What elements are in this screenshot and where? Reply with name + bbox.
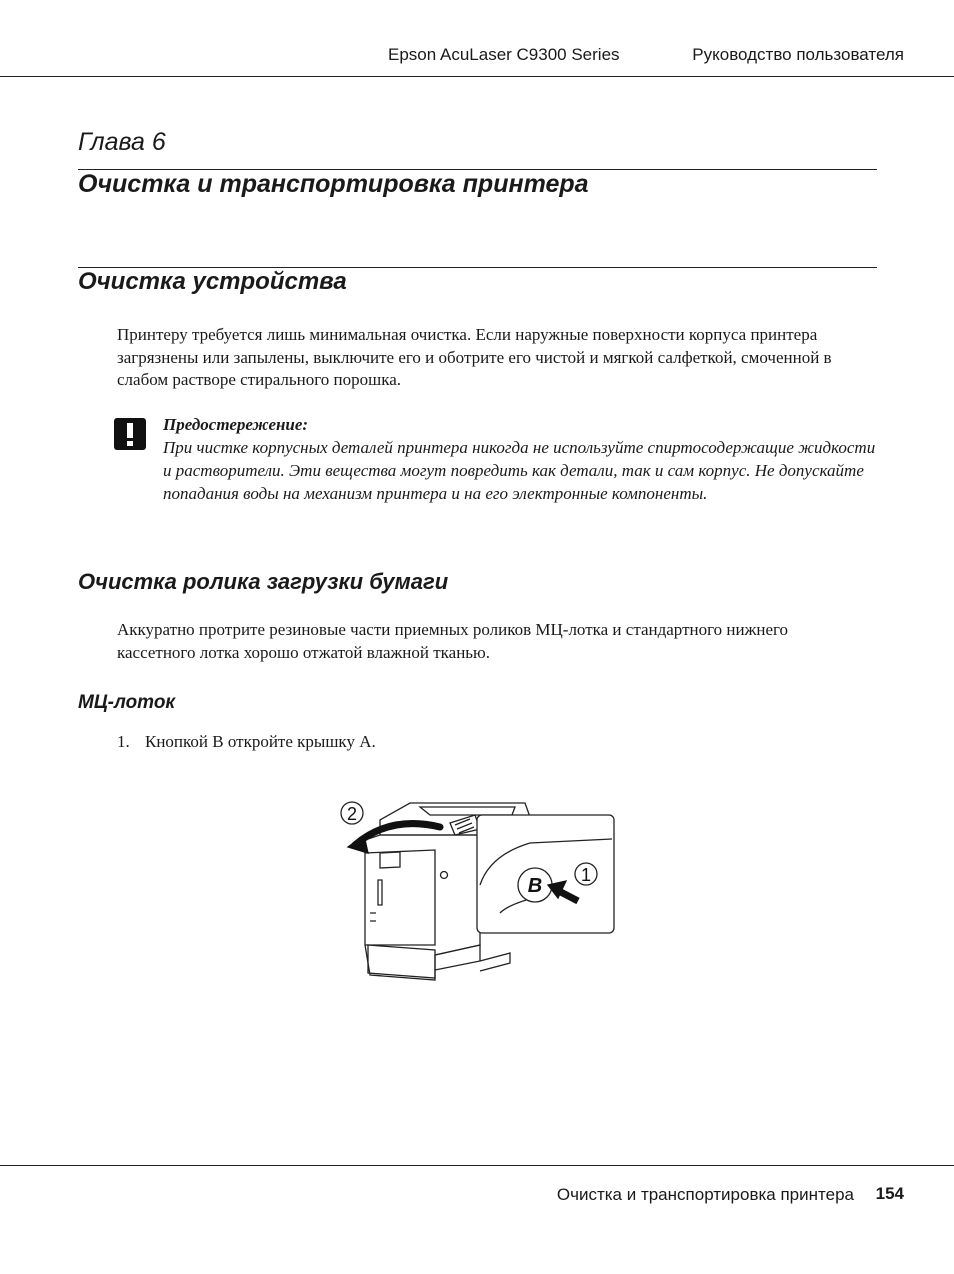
roller-paragraph: Аккуратно протрите резиновые части приемных роликов МЦ-лотка и стандартного нижнего кассетного лотка хорошо отжатой влажной тканью. xyxy=(117,620,789,662)
header-rule xyxy=(0,76,954,77)
step-text: Кнопкой B откройте крышку A. xyxy=(145,732,376,751)
chapter-label: Глава 6 xyxy=(78,128,166,156)
page-number: 154 xyxy=(875,1184,904,1203)
intro-paragraph: Принтеру требуется лишь минимальная очистка. Если наружные поверхности корпуса принтера загрязнены или запылены, выключите его и оботрите его чистой и мягкой салфеткой, смоченной в слабом растворе стирального порошка. xyxy=(117,325,832,389)
footer-rule xyxy=(0,1165,954,1166)
callout-2-label: 2 xyxy=(346,804,358,824)
caution-title: Предостережение: xyxy=(163,415,309,434)
footer-section: Очистка и транспортировка принтера xyxy=(556,1185,854,1204)
subsection-title: Очистка ролика загрузки бумаги xyxy=(78,569,449,594)
step-number: 1. xyxy=(117,732,130,751)
step-item xyxy=(117,732,376,752)
button-b-label: B xyxy=(527,875,543,897)
mp-tray-title: МЦ-лоток xyxy=(78,692,176,713)
caution-block xyxy=(163,413,883,505)
header-product-name: Epson AcuLaser C9300 Series xyxy=(388,45,620,64)
printer-illustration xyxy=(340,795,620,990)
caution-text: При чистке корпусных деталей принтера никогда не используйте спиртосодержащие жидкости и растворители. Эти вещества могут повредить как детали, так и сам корпус. Не допускайте попадания воды на механизм принтера и на его электронные компоненты. xyxy=(163,438,876,503)
caution-icon xyxy=(114,418,146,450)
section-title: Очистка устройства xyxy=(78,268,347,295)
header-document-title: Руководство пользователя xyxy=(692,45,904,64)
callout-1-label: 1 xyxy=(580,865,592,885)
chapter-title: Очистка и транспортировка принтера xyxy=(78,170,589,198)
